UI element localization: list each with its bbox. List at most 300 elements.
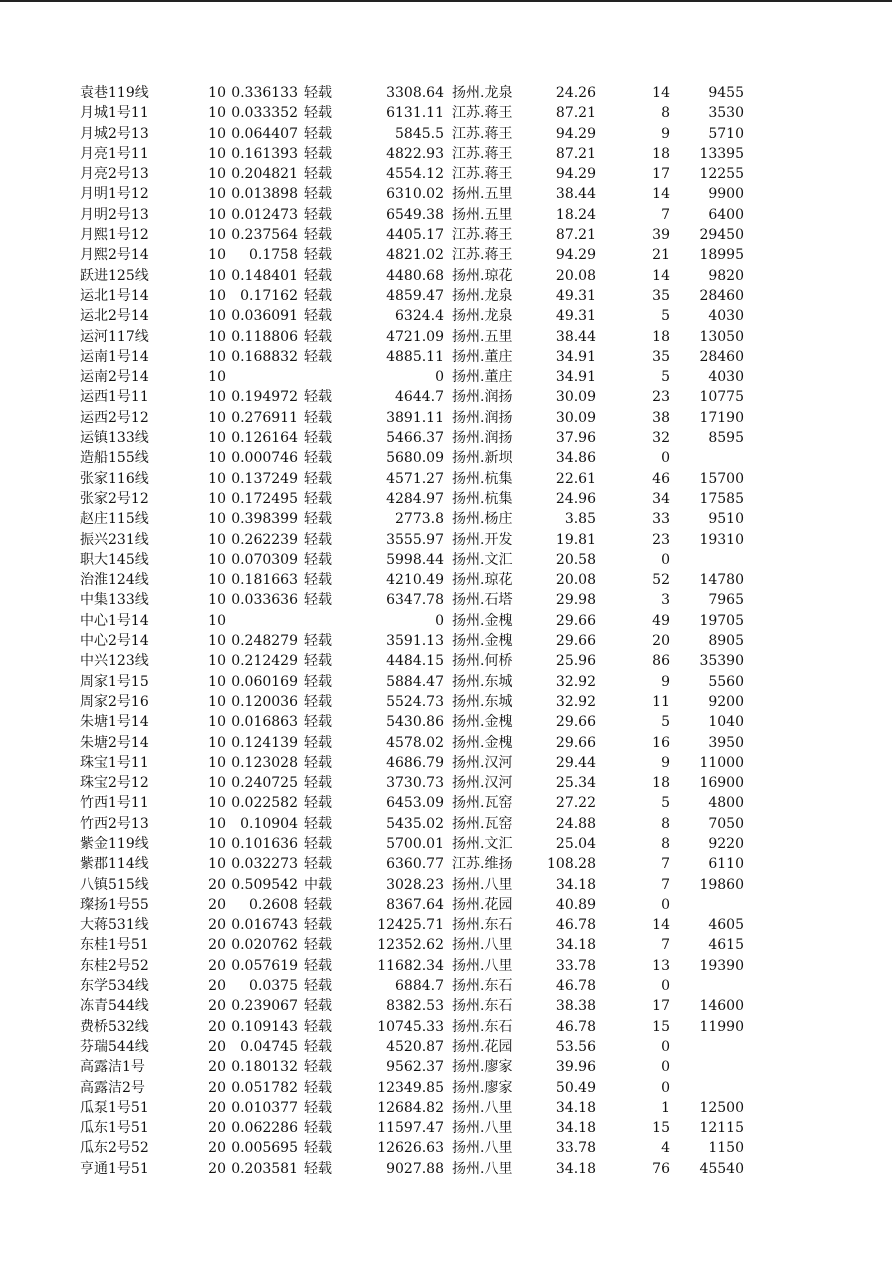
table-row [0,347,892,367]
transformer-count-cell: 5 [661,369,670,386]
length-cell: 18.24 [555,206,596,223]
voltage-cell: 10 [208,775,226,792]
feeder-name-cell: 造船155线 [80,450,149,467]
table-row [0,103,892,123]
capacity-cell: 4554.12 [386,166,444,183]
capacity-cell: 4644.7 [395,389,444,406]
load-status-cell: 轻载 [304,1120,332,1137]
voltage-cell: 10 [208,470,226,487]
load-status-cell: 轻载 [304,227,332,244]
table-row [0,570,892,590]
capacity-cell: 3028.23 [386,876,444,893]
load-ratio-cell: 0.020762 [231,937,298,954]
transformer-count-cell: 13 [652,957,670,974]
capacity-cell: 12425.71 [377,917,444,934]
load-status-cell: 轻载 [304,531,332,548]
load-ratio-cell: 0.180132 [231,1059,298,1076]
load-status-cell: 轻载 [304,511,332,528]
transformer-count-cell: 14 [652,186,670,203]
load-status-cell: 轻载 [304,348,332,365]
capacity-cell: 4686.79 [386,754,444,771]
table-row [0,611,892,631]
transformer-count-cell: 17 [652,166,670,183]
load-ratio-cell: 0.101636 [231,835,298,852]
capacity-cell: 4210.49 [386,572,444,589]
capacity-kva-cell: 14600 [699,998,744,1015]
substation-cell: 扬州.八里 [452,1140,513,1157]
feeder-name-cell: 跃进125线 [80,267,149,284]
voltage-cell: 20 [208,1099,226,1116]
transformer-count-cell: 5 [661,308,670,325]
length-cell: 34.18 [555,876,596,893]
transformer-count-cell: 18 [652,145,670,162]
feeder-name-cell: 治淮124线 [80,572,149,589]
transformer-count-cell: 8 [661,815,670,832]
substation-cell: 扬州.新坝 [452,450,513,467]
length-cell: 94.29 [555,125,596,142]
length-cell: 49.31 [555,287,596,304]
capacity-kva-cell: 4030 [708,308,744,325]
length-cell: 34.18 [555,1099,596,1116]
transformer-count-cell: 39 [652,227,670,244]
voltage-cell: 10 [208,389,226,406]
page-top-border [0,0,892,2]
feeder-load-table [0,83,892,1179]
substation-cell: 扬州.廖家 [452,1079,513,1096]
length-cell: 22.61 [555,470,596,487]
substation-cell: 扬州.石塔 [452,592,513,609]
transformer-count-cell: 15 [652,1018,670,1035]
capacity-cell: 5884.47 [386,673,444,690]
voltage-cell: 10 [208,206,226,223]
table-row [0,733,892,753]
length-cell: 24.26 [555,85,596,101]
load-status-cell: 轻载 [304,957,332,974]
length-cell: 19.81 [555,531,596,548]
capacity-kva-cell: 9200 [708,693,744,710]
table-row [0,184,892,204]
feeder-name-cell: 珠宝2号12 [80,775,149,792]
capacity-kva-cell: 10775 [699,389,744,406]
substation-cell: 扬州.文汇 [452,551,513,568]
load-status-cell: 轻载 [304,1140,332,1157]
transformer-count-cell: 8 [661,835,670,852]
capacity-kva-cell: 11000 [699,754,744,771]
length-cell: 108.28 [547,856,596,873]
substation-cell: 扬州.杭集 [452,490,513,507]
feeder-name-cell: 赵庄115线 [80,511,149,528]
load-status-cell: 轻载 [304,328,332,345]
load-status-cell: 轻载 [304,896,332,913]
load-ratio-cell: 0.124139 [231,734,298,751]
load-status-cell: 中载 [304,876,332,893]
transformer-count-cell: 18 [652,328,670,345]
voltage-cell: 20 [208,1079,226,1096]
capacity-cell: 12352.62 [377,937,444,954]
feeder-name-cell: 东桂2号52 [80,957,149,974]
capacity-cell: 4721.09 [386,328,444,345]
voltage-cell: 20 [208,957,226,974]
feeder-name-cell: 职大145线 [80,551,149,568]
table-row [0,205,892,225]
voltage-cell: 10 [208,186,226,203]
transformer-count-cell: 9 [661,125,670,142]
load-status-cell: 轻载 [304,409,332,426]
voltage-cell: 10 [208,633,226,650]
voltage-cell: 10 [208,754,226,771]
length-cell: 30.09 [555,389,596,406]
substation-cell: 扬州.董庄 [452,348,513,365]
substation-cell: 扬州.东城 [452,673,513,690]
capacity-kva-cell: 4800 [708,795,744,812]
transformer-count-cell: 23 [652,389,670,406]
substation-cell: 扬州.金槐 [452,734,513,751]
length-cell: 25.34 [555,775,596,792]
voltage-cell: 20 [208,1059,226,1076]
length-cell: 38.38 [555,998,596,1015]
load-status-cell: 轻载 [304,734,332,751]
voltage-cell: 20 [208,1120,226,1137]
capacity-cell: 6549.38 [386,206,444,223]
table-row [0,550,892,570]
capacity-cell: 4480.68 [386,267,444,284]
length-cell: 46.78 [555,917,596,934]
load-ratio-cell: 0.04745 [240,1038,298,1055]
load-status-cell: 轻载 [304,551,332,568]
table-row [0,875,892,895]
substation-cell: 扬州.东石 [452,917,513,934]
load-ratio-cell: 0.203581 [231,1160,298,1177]
load-ratio-cell: 0.17162 [240,287,298,304]
capacity-kva-cell: 29450 [699,227,744,244]
transformer-count-cell: 15 [652,1120,670,1137]
load-ratio-cell: 0.181663 [231,572,298,589]
transformer-count-cell: 86 [652,653,670,670]
length-cell: 87.21 [555,145,596,162]
table-row [0,1098,892,1118]
substation-cell: 扬州.金槐 [452,714,513,731]
capacity-kva-cell: 12115 [699,1120,744,1137]
voltage-cell: 10 [208,815,226,832]
feeder-name-cell: 紫郡114线 [80,856,149,873]
table-row [0,266,892,286]
substation-cell: 扬州.东城 [452,693,513,710]
feeder-name-cell: 紫金119线 [80,835,149,852]
load-ratio-cell: 0.194972 [231,389,298,406]
capacity-kva-cell: 1040 [708,714,744,731]
substation-cell: 扬州.琼花 [452,572,513,589]
voltage-cell: 10 [208,85,226,101]
substation-cell: 扬州.润扬 [452,409,513,426]
transformer-count-cell: 46 [652,470,670,487]
table-row [0,672,892,692]
transformer-count-cell: 5 [661,714,670,731]
feeder-name-cell: 月明2号13 [80,206,149,223]
transformer-count-cell: 7 [661,937,670,954]
transformer-count-cell: 32 [652,430,670,447]
voltage-cell: 20 [208,978,226,995]
table-row [0,1159,892,1179]
substation-cell: 扬州.金槐 [452,633,513,650]
table-row [0,124,892,144]
substation-cell: 扬州.汉河 [452,775,513,792]
capacity-cell: 4284.97 [386,490,444,507]
substation-cell: 扬州.花园 [452,1038,513,1055]
table-row [0,814,892,834]
capacity-kva-cell: 19705 [699,612,744,629]
load-ratio-cell: 0.033636 [231,592,298,609]
feeder-name-cell: 月亮1号11 [80,145,149,162]
capacity-cell: 5435.02 [386,815,444,832]
load-ratio-cell: 0.120036 [231,693,298,710]
capacity-cell: 3730.73 [386,775,444,792]
length-cell: 38.44 [555,328,596,345]
transformer-count-cell: 1 [661,1099,670,1116]
capacity-kva-cell: 13395 [699,145,744,162]
voltage-cell: 20 [208,1038,226,1055]
load-status-cell: 轻载 [304,85,332,101]
length-cell: 94.29 [555,166,596,183]
table-row [0,1138,892,1158]
load-ratio-cell: 0.239067 [231,998,298,1015]
capacity-kva-cell: 12500 [699,1099,744,1116]
load-ratio-cell: 0.161393 [231,145,298,162]
substation-cell: 扬州.八里 [452,1120,513,1137]
load-status-cell: 轻载 [304,592,332,609]
capacity-cell: 11597.47 [377,1120,444,1137]
feeder-name-cell: 运北2号14 [80,308,149,325]
substation-cell: 扬州.琼花 [452,267,513,284]
voltage-cell: 10 [208,795,226,812]
feeder-name-cell: 月熙2号14 [80,247,149,264]
load-status-cell: 轻载 [304,287,332,304]
transformer-count-cell: 0 [661,896,670,913]
load-status-cell: 轻载 [304,186,332,203]
capacity-kva-cell: 7050 [708,815,744,832]
feeder-name-cell: 袁巷119线 [80,85,149,101]
voltage-cell: 10 [208,531,226,548]
transformer-count-cell: 34 [652,490,670,507]
load-ratio-cell: 0.1758 [249,247,298,264]
capacity-kva-cell: 4615 [708,937,744,954]
substation-cell: 扬州.八里 [452,1160,513,1177]
voltage-cell: 10 [208,287,226,304]
feeder-name-cell: 瓜泵1号51 [80,1099,149,1116]
voltage-cell: 10 [208,227,226,244]
substation-cell: 扬州.廖家 [452,1059,513,1076]
transformer-count-cell: 8 [661,105,670,122]
voltage-cell: 20 [208,876,226,893]
table-row [0,469,892,489]
capacity-cell: 12684.82 [377,1099,444,1116]
load-ratio-cell: 0.276911 [231,409,298,426]
substation-cell: 江苏.蒋王 [452,166,513,183]
feeder-name-cell: 八镇515线 [80,876,149,893]
voltage-cell: 10 [208,693,226,710]
feeder-name-cell: 东桂1号51 [80,937,149,954]
voltage-cell: 10 [208,308,226,325]
load-ratio-cell: 0.032273 [231,856,298,873]
capacity-cell: 4821.02 [386,247,444,264]
length-cell: 32.92 [555,693,596,710]
load-status-cell: 轻载 [304,998,332,1015]
voltage-cell: 10 [208,572,226,589]
substation-cell: 扬州.汉河 [452,754,513,771]
load-ratio-cell: 0.248279 [231,633,298,650]
voltage-cell: 10 [208,369,226,386]
load-ratio-cell: 0.172495 [231,490,298,507]
capacity-kva-cell: 28460 [699,348,744,365]
length-cell: 40.89 [555,896,596,913]
transformer-count-cell: 0 [661,551,670,568]
transformer-count-cell: 7 [661,206,670,223]
substation-cell: 扬州.润扬 [452,430,513,447]
load-status-cell: 轻载 [304,653,332,670]
capacity-cell: 4405.17 [386,227,444,244]
load-status-cell: 轻载 [304,1059,332,1076]
capacity-kva-cell: 19390 [699,957,744,974]
table-row [0,1017,892,1037]
substation-cell: 扬州.龙泉 [452,85,513,101]
capacity-kva-cell: 18995 [699,247,744,264]
feeder-name-cell: 运南2号14 [80,369,149,386]
feeder-name-cell: 月明1号12 [80,186,149,203]
load-ratio-cell: 0.237564 [231,227,298,244]
capacity-cell: 5998.44 [386,551,444,568]
substation-cell: 扬州.五里 [452,186,513,203]
feeder-name-cell: 高露洁1号 [80,1059,145,1076]
substation-cell: 江苏.蒋王 [452,247,513,264]
load-status-cell: 轻载 [304,389,332,406]
substation-cell: 扬州.瓦窑 [452,815,513,832]
table-row [0,448,892,468]
feeder-name-cell: 张家2号12 [80,490,149,507]
transformer-count-cell: 17 [652,998,670,1015]
substation-cell: 扬州.金槐 [452,612,513,629]
capacity-cell: 0 [435,612,444,629]
capacity-cell: 3555.97 [386,531,444,548]
feeder-name-cell: 瓜东1号51 [80,1120,149,1137]
substation-cell: 扬州.八里 [452,1099,513,1116]
voltage-cell: 10 [208,511,226,528]
voltage-cell: 10 [208,653,226,670]
length-cell: 37.96 [555,430,596,447]
load-status-cell: 轻载 [304,815,332,832]
capacity-kva-cell: 9820 [708,267,744,284]
capacity-kva-cell: 9510 [708,511,744,528]
voltage-cell: 10 [208,612,226,629]
table-row [0,996,892,1016]
voltage-cell: 10 [208,551,226,568]
length-cell: 94.29 [555,247,596,264]
capacity-kva-cell: 5560 [708,673,744,690]
length-cell: 34.18 [555,1160,596,1177]
length-cell: 20.58 [555,551,596,568]
transformer-count-cell: 0 [661,978,670,995]
capacity-kva-cell: 6110 [708,856,744,873]
length-cell: 34.18 [555,937,596,954]
load-ratio-cell: 0.062286 [231,1120,298,1137]
feeder-name-cell: 朱塘2号14 [80,734,149,751]
capacity-kva-cell: 8905 [708,633,744,650]
transformer-count-cell: 49 [652,612,670,629]
feeder-name-cell: 朱塘1号14 [80,714,149,731]
load-ratio-cell: 0.036091 [231,308,298,325]
length-cell: 29.66 [555,714,596,731]
feeder-name-cell: 中心2号14 [80,633,149,650]
feeder-name-cell: 中集133线 [80,592,149,609]
substation-cell: 扬州.东石 [452,1018,513,1035]
length-cell: 46.78 [555,978,596,995]
transformer-count-cell: 9 [661,754,670,771]
transformer-count-cell: 33 [652,511,670,528]
transformer-count-cell: 9 [661,673,670,690]
transformer-count-cell: 14 [652,917,670,934]
capacity-cell: 6884.7 [395,978,444,995]
capacity-kva-cell: 28460 [699,287,744,304]
capacity-cell: 6324.4 [395,308,444,325]
load-status-cell: 轻载 [304,1160,332,1177]
capacity-cell: 5680.09 [386,450,444,467]
load-ratio-cell: 0.012473 [231,206,298,223]
load-status-cell: 轻载 [304,470,332,487]
table-row [0,976,892,996]
transformer-count-cell: 35 [652,287,670,304]
capacity-kva-cell: 19860 [699,876,744,893]
capacity-cell: 8382.53 [386,998,444,1015]
capacity-cell: 4859.47 [386,287,444,304]
load-ratio-cell: 0.126164 [231,430,298,447]
load-status-cell: 轻载 [304,125,332,142]
length-cell: 32.92 [555,673,596,690]
voltage-cell: 20 [208,1140,226,1157]
load-status-cell: 轻载 [304,1079,332,1096]
capacity-cell: 3308.64 [386,85,444,101]
table-row [0,651,892,671]
table-row [0,286,892,306]
table-row [0,753,892,773]
table-row [0,834,892,854]
transformer-count-cell: 20 [652,633,670,650]
length-cell: 87.21 [555,227,596,244]
feeder-name-cell: 中兴123线 [80,653,149,670]
load-ratio-cell: 0.137249 [231,470,298,487]
feeder-name-cell: 月亮2号13 [80,166,149,183]
capacity-cell: 4885.11 [386,348,444,365]
capacity-cell: 4520.87 [386,1038,444,1055]
capacity-cell: 6347.78 [386,592,444,609]
voltage-cell: 10 [208,430,226,447]
capacity-kva-cell: 9900 [708,186,744,203]
voltage-cell: 20 [208,1018,226,1035]
table-row [0,854,892,874]
load-ratio-cell: 0.010377 [231,1099,298,1116]
length-cell: 34.86 [555,450,596,467]
table-row [0,692,892,712]
capacity-kva-cell: 1150 [708,1140,744,1157]
substation-cell: 扬州.五里 [452,206,513,223]
table-row [0,509,892,529]
feeder-name-cell: 大蒋531线 [80,917,149,934]
table-row [0,1078,892,1098]
voltage-cell: 10 [208,125,226,142]
load-ratio-cell: 0.148401 [231,267,298,284]
table-row [0,367,892,387]
load-ratio-cell: 0.118806 [231,328,298,345]
load-status-cell: 轻载 [304,673,332,690]
table-row [0,1057,892,1077]
capacity-cell: 5700.01 [386,835,444,852]
